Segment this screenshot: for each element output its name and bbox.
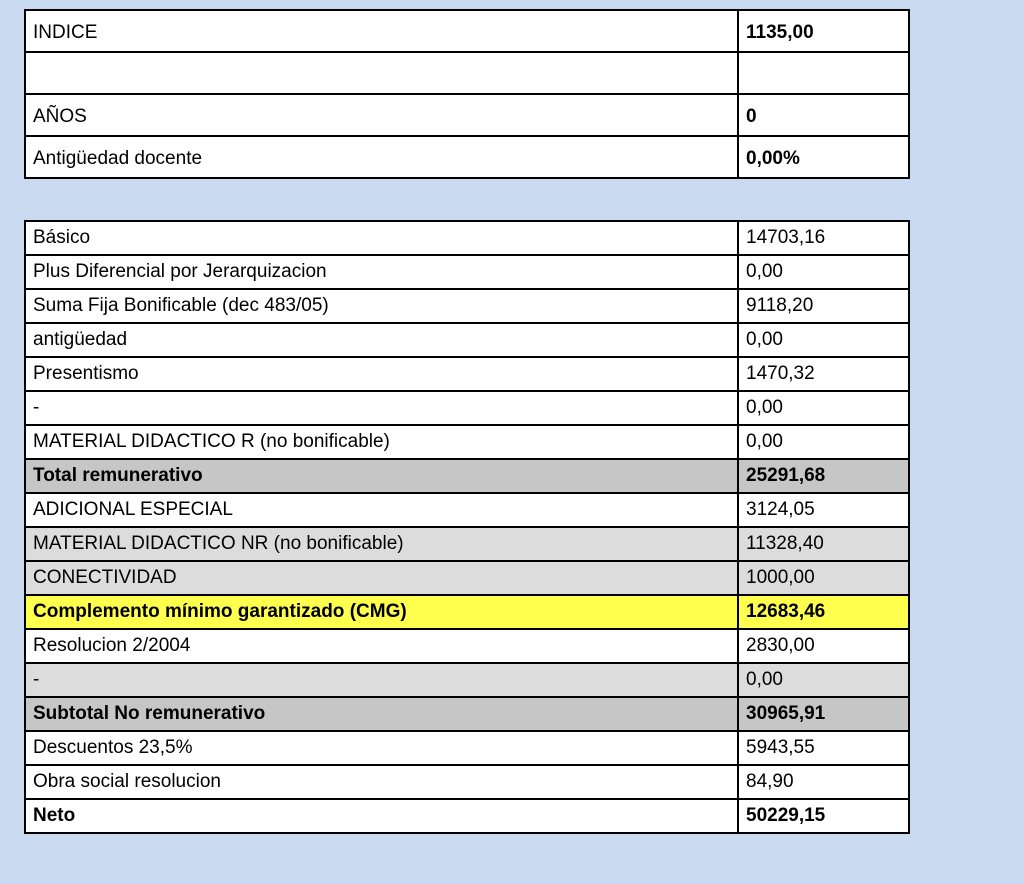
item-value: 2830,00 bbox=[738, 629, 909, 663]
table-row bbox=[25, 765, 909, 799]
item-value: 5943,55 bbox=[738, 731, 909, 765]
cmg-value: 12683,46 bbox=[738, 595, 909, 629]
item-value: 3124,05 bbox=[738, 493, 909, 527]
total-remunerativo-row bbox=[25, 459, 909, 493]
cmg-label: Complemento mínimo garantizado (CMG) bbox=[25, 595, 738, 629]
table-row bbox=[25, 255, 909, 289]
item-value: 84,90 bbox=[738, 765, 909, 799]
neto-row bbox=[25, 799, 909, 833]
neto-value: 50229,15 bbox=[738, 799, 909, 833]
table-row bbox=[25, 221, 909, 255]
table-row bbox=[25, 391, 909, 425]
item-value: 9118,20 bbox=[738, 289, 909, 323]
item-value: 0,00 bbox=[738, 323, 909, 357]
total-remunerativo-value: 25291,68 bbox=[738, 459, 909, 493]
item-value: 14703,16 bbox=[738, 221, 909, 255]
item-label: antigüedad bbox=[25, 323, 738, 357]
total-remunerativo-label: Total remunerativo bbox=[25, 459, 738, 493]
item-label: Descuentos 23,5% bbox=[25, 731, 738, 765]
empty-value bbox=[738, 52, 909, 94]
item-value: 0,00 bbox=[738, 391, 909, 425]
table-row bbox=[25, 357, 909, 391]
item-label: Suma Fija Bonificable (dec 483/05) bbox=[25, 289, 738, 323]
table-row bbox=[25, 323, 909, 357]
neto-label: Neto bbox=[25, 799, 738, 833]
table-row bbox=[25, 527, 909, 561]
item-label: CONECTIVIDAD bbox=[25, 561, 738, 595]
item-label: Presentismo bbox=[25, 357, 738, 391]
item-label: ADICIONAL ESPECIAL bbox=[25, 493, 738, 527]
anos-value: 0 bbox=[738, 94, 909, 136]
item-value: 1470,32 bbox=[738, 357, 909, 391]
table-row bbox=[25, 10, 909, 52]
table-row bbox=[25, 663, 909, 697]
table-row bbox=[25, 493, 909, 527]
empty-label bbox=[25, 52, 738, 94]
antiguedad-docente-value: 0,00% bbox=[738, 136, 909, 178]
subtotal-no-remunerativo-label: Subtotal No remunerativo bbox=[25, 697, 738, 731]
indice-label: INDICE bbox=[25, 10, 738, 52]
item-label: MATERIAL DIDACTICO R (no bonificable) bbox=[25, 425, 738, 459]
summary-table bbox=[24, 9, 910, 179]
subtotal-no-remunerativo-value: 30965,91 bbox=[738, 697, 909, 731]
subtotal-no-remunerativo-row bbox=[25, 697, 909, 731]
indice-value: 1135,00 bbox=[738, 10, 909, 52]
antiguedad-docente-label: Antigüedad docente bbox=[25, 136, 738, 178]
table-row bbox=[25, 731, 909, 765]
item-value: 11328,40 bbox=[738, 527, 909, 561]
item-label: Obra social resolucion bbox=[25, 765, 738, 799]
item-label: - bbox=[25, 663, 738, 697]
table-row bbox=[25, 289, 909, 323]
item-value: 0,00 bbox=[738, 663, 909, 697]
item-label: Básico bbox=[25, 221, 738, 255]
item-value: 0,00 bbox=[738, 255, 909, 289]
table-row bbox=[25, 425, 909, 459]
item-value: 1000,00 bbox=[738, 561, 909, 595]
table-row bbox=[25, 52, 909, 94]
item-label: Plus Diferencial por Jerarquizacion bbox=[25, 255, 738, 289]
anos-label: AÑOS bbox=[25, 94, 738, 136]
table-row bbox=[25, 136, 909, 178]
item-label: MATERIAL DIDACTICO NR (no bonificable) bbox=[25, 527, 738, 561]
item-label: Resolucion 2/2004 bbox=[25, 629, 738, 663]
table-row bbox=[25, 561, 909, 595]
item-label: - bbox=[25, 391, 738, 425]
item-value: 0,00 bbox=[738, 425, 909, 459]
table-row bbox=[25, 94, 909, 136]
cmg-row bbox=[25, 595, 909, 629]
table-row bbox=[25, 629, 909, 663]
salary-table bbox=[24, 220, 910, 834]
